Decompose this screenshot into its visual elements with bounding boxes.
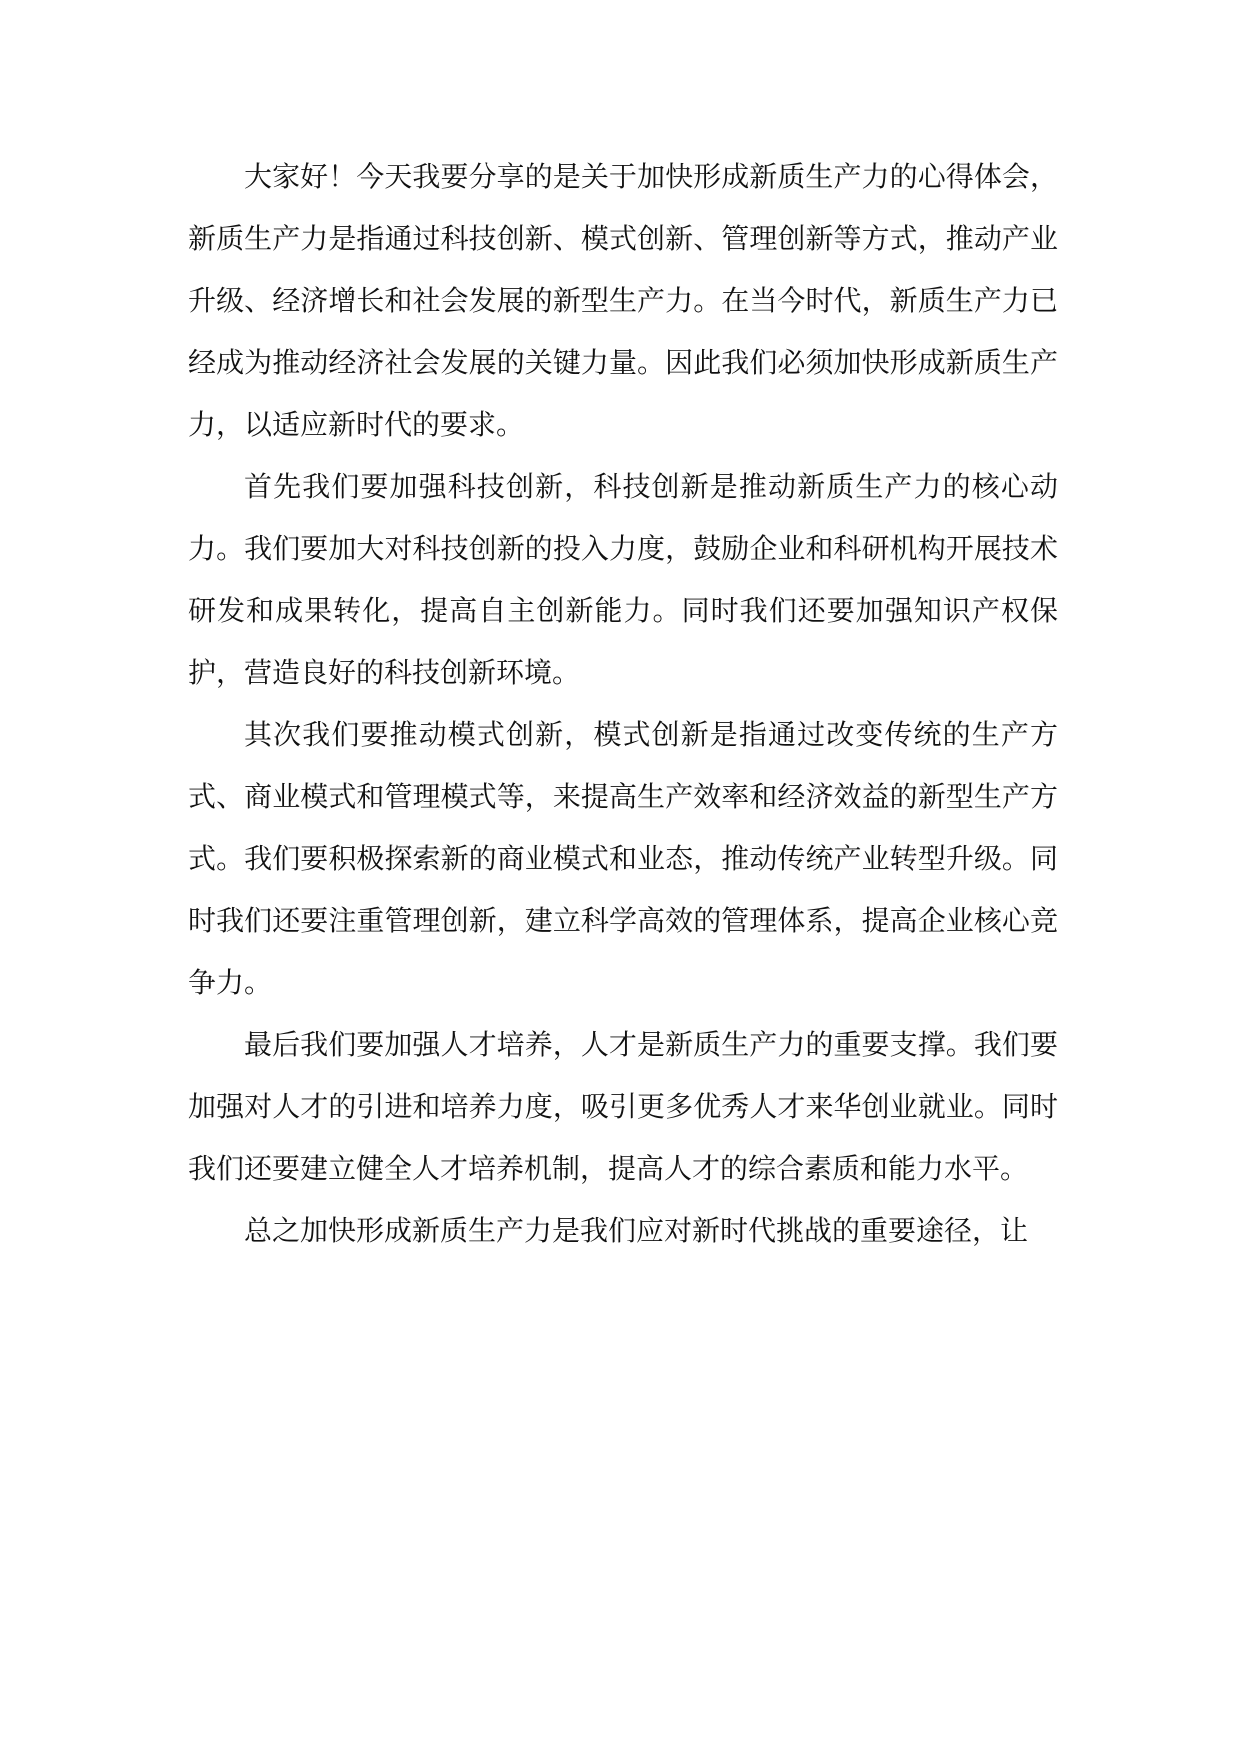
paragraph-intro: 大家好！今天我要分享的是关于加快形成新质生产力的心得体会，新质生产力是指通过科技创新、模式创新、管理创新等方式，推动产业升级、经济增长和社会发展的新型生产力。在当今时代，新质生产力已经成为推动经济社会发展的关键力量。因此我们必须加快形成新质生产力，以适应新时代的要求。 xyxy=(188,160,1058,441)
paragraph-conclusion: 总之加快形成新质生产力是我们应对新时代挑战的重要途径，让 xyxy=(244,1214,1029,1247)
document-body xyxy=(188,146,1058,1262)
paragraph-tech-innovation: 首先我们要加强科技创新，科技创新是推动新质生产力的核心动力。我们要加大对科技创新的投入力度，鼓励企业和科研机构开展技术研发和成果转化，提高自主创新能力。同时我们还要加强知识产权保护，营造良好的科技创新环境。 xyxy=(188,470,1058,689)
paragraph-talent: 最后我们要加强人才培养，人才是新质生产力的重要支撑。我们要加强对人才的引进和培养力度，吸引更多优秀人才来华创业就业。同时我们还要建立健全人才培养机制，提高人才的综合素质和能力水平。 xyxy=(188,1028,1058,1185)
paragraph-model-innovation: 其次我们要推动模式创新，模式创新是指通过改变传统的生产方式、商业模式和管理模式等，来提高生产效率和经济效益的新型生产方式。我们要积极探索新的商业模式和业态，推动传统产业转型升级。同时我们还要注重管理创新，建立科学高效的管理体系，提高企业核心竞争力。 xyxy=(188,718,1058,999)
